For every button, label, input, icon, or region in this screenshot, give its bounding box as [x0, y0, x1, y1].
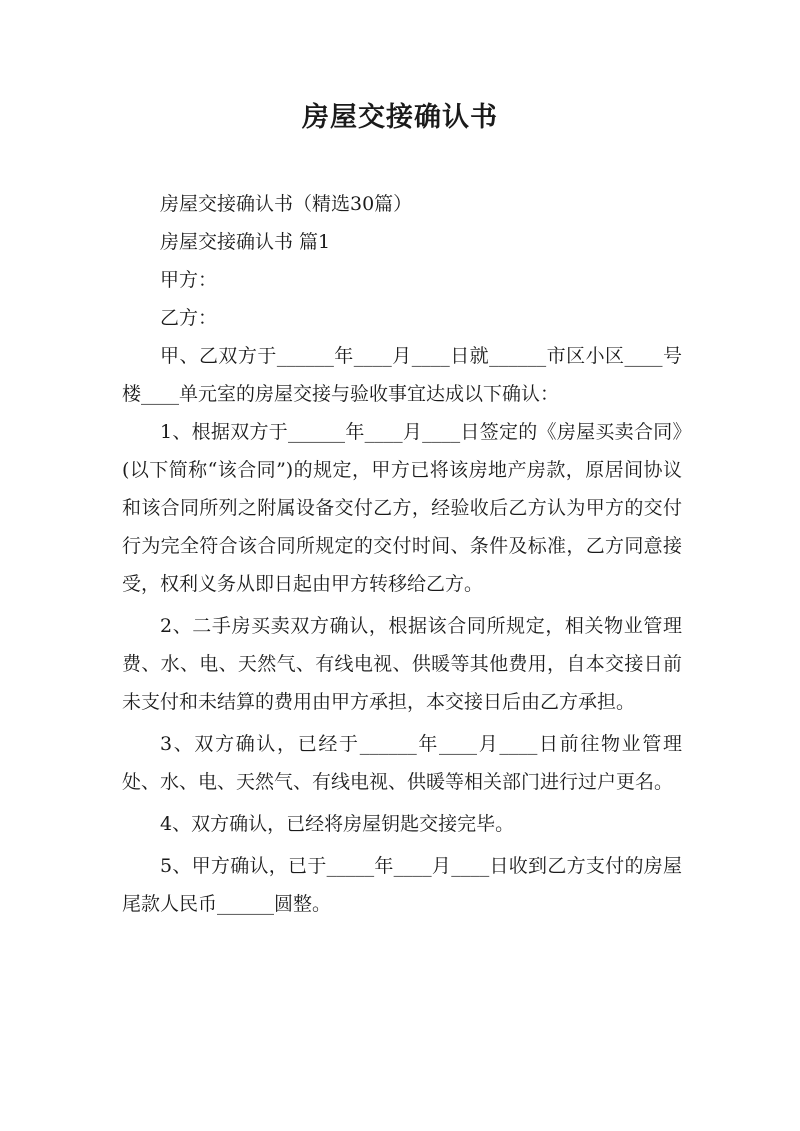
- document-title: 房屋交接确认书: [302, 102, 498, 133]
- paragraph-subtitle: 房屋交接确认书（精选30篇）: [160, 193, 413, 215]
- paragraph-clause-5: 5、甲方确认，已于_____年____月____日收到乙方支付的房屋尾款人民币______圆整。: [122, 855, 682, 915]
- paragraph-clause-3: 3、双方确认，已经于______年____月____日前往物业管理处、水、电、天然气、有线电视、供暖等相关部门进行过户更名。: [122, 733, 682, 793]
- paragraph-clause-2: 2、二手房买卖双方确认，根据该合同所规定，相关物业管理费、水、电、天然气、有线电视、供暖等其他费用，自本交接日前未支付和未结算的费用由甲方承担，本交接日后由乙方承担。: [122, 615, 682, 713]
- paragraph-section-heading: 房屋交接确认书 篇1: [160, 231, 331, 253]
- paragraph-clause-4: 4、双方确认，已经将房屋钥匙交接完毕。: [160, 813, 515, 835]
- paragraph-clause-1: 1、根据双方于______年____月____日签定的《房屋买卖合同》(以下简称“该合同”)的规定，甲方已将该房地产房款，原居间协议和该合同所列之附属设备交付乙方，经验收后乙方认为甲方的交付行为完全符合该合同所规定的交付时间、条件及标准，乙方同意接受，权利义务从即日起由甲方转移给乙方。: [122, 421, 682, 595]
- paragraph-party-a: 甲方：: [160, 269, 218, 291]
- document-body: [122, 185, 682, 923]
- paragraph-party-b: 乙方：: [160, 307, 218, 329]
- paragraph-intro: 甲、乙双方于______年____月____日就______市区小区____号楼____单元室的房屋交接与验收事宜达成以下确认：: [122, 345, 682, 405]
